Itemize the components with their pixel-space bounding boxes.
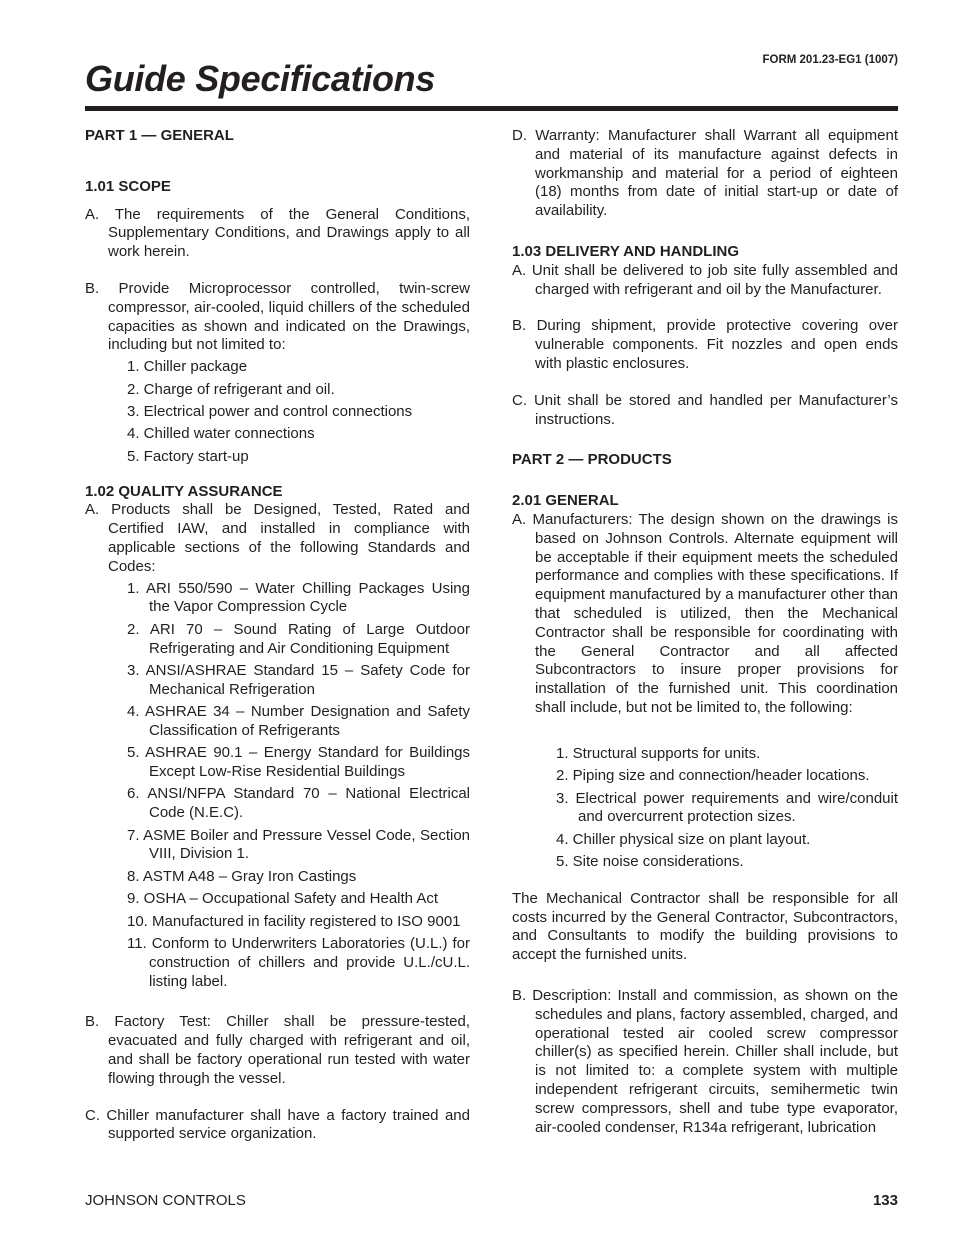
list-item: 5. Site noise considerations. <box>556 853 744 871</box>
page-title: Guide Specifications <box>85 58 436 99</box>
list-item: 5. ASHRAE 90.1 – Energy Standard for Buildings Except Low-Rise Residential Buildings <box>127 744 470 781</box>
coordination-list <box>512 745 898 872</box>
left-column <box>85 127 470 1144</box>
list-item: 3. ANSI/ASHRAE Standard 15 – Safety Code for Mechanical Refrigeration <box>127 661 470 698</box>
part2-heading: PART 2 — PRODUCTS <box>512 451 672 469</box>
list-item: 1. Chiller package <box>127 358 248 376</box>
mechanical-contractor-para: The Mechanical Contractor shall be responsible for all costs incurred by the General Contractor, Subcontractors, and Consultants to modify the building provisions to accept the furnished units. <box>512 889 898 964</box>
quality-para-c: C. Chiller manufacturer shall have a factory trained and supported service organization. <box>85 1106 470 1143</box>
list-item: 6. ANSI/NFPA Standard 70 – National Electrical Code (N.E.C). <box>127 785 470 822</box>
list-item: 3. Electrical power requirements and wire/conduit and overcurrent protection sizes. <box>556 789 898 826</box>
list-item: 7. ASME Boiler and Pressure Vessel Code, Section VIII, Division 1. <box>127 826 470 863</box>
list-item: 1. Structural supports for units. <box>556 744 761 762</box>
description-para-b: B. Description: Install and commission, as shown on the schedules and plans, factory assembled, charged, and operational tested air cooled screw compressor chiller(s) as specified herein. Chiller shall include, but is not limited to: a complete system with multiple independent refrigerant circuits, semihermetic twin screw compressors, shell and tube type evaporator, air-cooled condenser, R134a refrigerant, lubrication <box>512 987 898 1136</box>
footer-company: JOHNSON CONTROLS <box>85 1192 246 1209</box>
quality-para-a: A. Products shall be Designed, Tested, Rated and Certified IAW, and installed in compliance with applicable sections of the following Standards and Codes: <box>85 501 470 575</box>
list-item: 2. ARI 70 – Sound Rating of Large Outdoor Refrigerating and Air Conditioning Equipment <box>127 620 470 657</box>
list-item: 8. ASTM A48 – Gray Iron Castings <box>127 867 357 885</box>
list-item: 4. Chilled water connections <box>127 425 315 443</box>
scope-para-a: A. The requirements of the General Conditions, Supplementary Conditions, and Drawings apply to all work herein. <box>85 205 470 261</box>
page-number: 133 <box>872 1192 898 1209</box>
standards-list <box>85 580 470 992</box>
list-item: 11. Conform to Underwriters Laboratories (U.L.) for construction of chillers and provide U.L./cU.L. listing label. <box>127 935 470 990</box>
list-item: 5. Factory start-up <box>127 447 249 465</box>
list-item: 1. ARI 550/590 – Water Chilling Packages Using the Vapor Compression Cycle <box>127 579 470 616</box>
scope-list <box>85 358 470 466</box>
right-column <box>512 127 898 1137</box>
delivery-heading: 1.03 DELIVERY AND HANDLING <box>512 242 739 260</box>
scope-para-b: B. Provide Microprocessor controlled, twin-screw compressor, air-cooled, liquid chillers of the scheduled capacities as shown and indicated on the Drawings, including but not limited to: <box>85 279 470 354</box>
list-item: 4. Chiller physical size on plant layout. <box>556 830 811 848</box>
list-item: 10. Manufactured in facility registered to ISO 9001 <box>127 912 461 930</box>
delivery-para-b: B. During shipment, provide protective covering over vulnerable components. Fit nozzles and open ends with plastic enclosures. <box>512 317 898 372</box>
delivery-para-c: C. Unit shall be stored and handled per Manufacturer’s instructions. <box>512 391 898 428</box>
list-item: 3. Electrical power and control connections <box>127 402 413 420</box>
quality-para-b: B. Factory Test: Chiller shall be pressure-tested, evacuated and fully charged with refrigerant and oil, and shall be factory operational run tested with water flowing through the vessel. <box>85 1013 470 1087</box>
quality-heading: 1.02 QUALITY ASSURANCE <box>85 482 283 500</box>
title-rule <box>85 106 898 111</box>
form-number: FORM 201.23-EG1 (1007) <box>762 54 898 66</box>
general-para-a: A. Manufacturers: The design shown on the drawings is based on Johnson Controls. Alternate equipment will be acceptable if their equipment meets the scheduled performance and complies with these specifications. If equipment manufactured by a manufacturer other than that scheduled is utilized, then the Mechanical Contractor shall be responsible for coordinating with the General Contractor and all affected Subcontractors to insure proper provisions for installation of the furnished unit. This coordination shall include, but not be limited to, the following: <box>512 510 898 716</box>
part1-heading: PART 1 — GENERAL <box>85 127 234 144</box>
list-item: 9. OSHA – Occupational Safety and Health Act <box>127 890 439 908</box>
list-item: 4. ASHRAE 34 – Number Designation and Safety Classification of Refrigerants <box>127 703 470 739</box>
list-item: 2. Charge of refrigerant and oil. <box>127 380 335 398</box>
general-heading: 2.01 GENERAL <box>512 492 619 510</box>
scope-heading: 1.01 SCOPE <box>85 177 171 195</box>
delivery-para-a: A. Unit shall be delivered to job site fully assembled and charged with refrigerant and oil by the Manufacturer. <box>512 261 898 298</box>
warranty-para: D. Warranty: Manufacturer shall Warrant all equipment and material of its manufacture against defects in workmanship and material for a period of eighteen (18) months from date of initial start-up or date of availability. <box>512 127 898 220</box>
list-item: 2. Piping size and connection/header locations. <box>556 767 870 785</box>
